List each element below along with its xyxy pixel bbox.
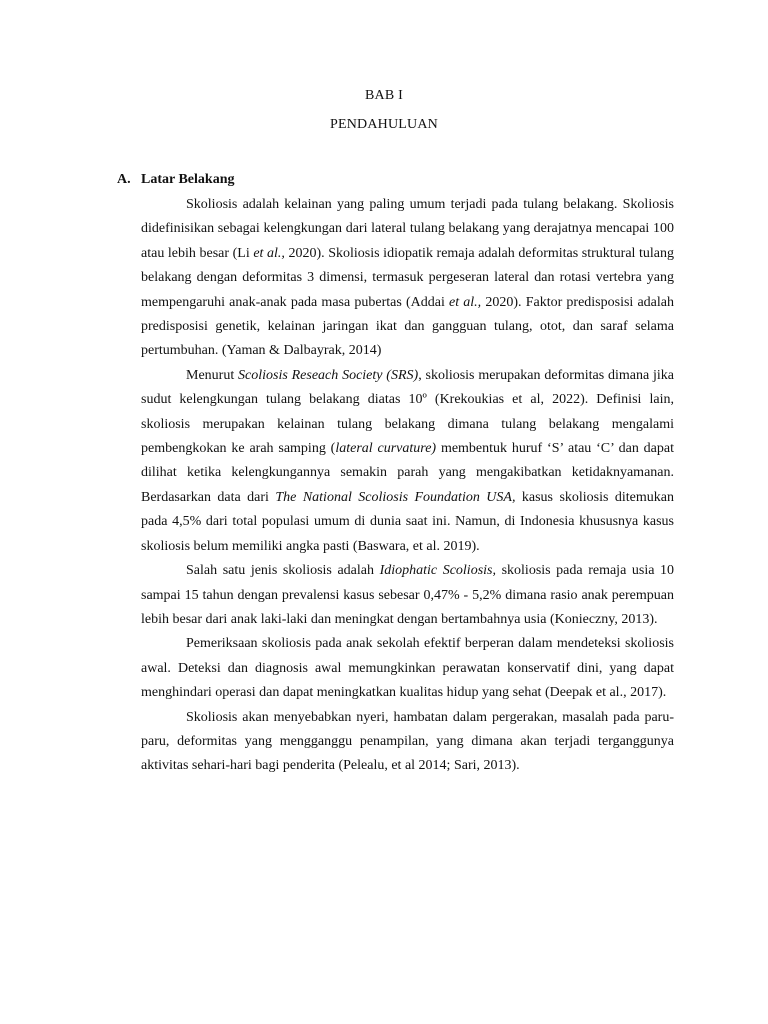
text-run: Menurut (186, 367, 239, 383)
text-run: 2020). Faktor predisposisi adalah predisposisi genetik, kelainan jaringan ikat dan gangguan tulang, otot, dan saraf selama pertumbuhan. (Yaman & Dalbayrak, 2014) (141, 294, 674, 359)
paragraph (141, 559, 674, 632)
text-run: 2020). Skoliosis idiopatik remaja adalah deformitas struktural tulang belakang dengan deformitas 3 dimensi, termasuk pergeseran lateral dan rotasi vertebra yang mempengaruhi anak-anak pada masa pubertas (Addai (141, 245, 675, 310)
text-run: Skoliosis adalah kelainan yang paling umum terjadi pada tulang belakang. Skoliosis didefinisikan sebagai kelengkungan dari lateral tulang belakang yang derajatnya mencapai 100 atau lebih besar (Li (141, 197, 674, 261)
section-heading (117, 172, 234, 188)
italic-run: Idiophatic Scoliosis, (379, 563, 496, 579)
body-text (141, 193, 674, 779)
text-run: kasus skoliosis ditemukan pada 4,5% dari total populasi umum di dunia saat ini. Namun, di Indonesia khususnya kasus skoliosis belum memiliki angka pasti (Baswara, et al. 2019). (141, 489, 675, 554)
italic-run: et al., (449, 294, 482, 310)
italic-run: et al., (253, 245, 285, 261)
italic-run: The National Scoliosis Foundation USA, (275, 489, 516, 505)
text-run: , skoliosis merupakan deformitas dimana jika sudut kelengkungan tulang belakang diatas 10º (Krekoukias et al, 2022). Definisi lain, skoliosis merupakan kelainan tulang belakang dimana tulang belakang mengalami pembengkokan ke arah samping ( (141, 367, 675, 457)
section-title: Latar Belakang (141, 172, 235, 187)
section-number: A. (117, 172, 131, 187)
text-run: Pemeriksaan skoliosis pada anak sekolah efektif berperan dalam mendeteksi skoliosis awal. Deteksi dan diagnosis awal memungkinkan perawatan konservatif dini, yang dapat menghindari operasi dan dapat meningkatkan kualitas hidup yang sehat (Deepak et al., 2017). (141, 636, 674, 701)
text-run: Salah satu jenis skoliosis adalah (186, 563, 380, 579)
chapter-number: BAB I (365, 88, 403, 103)
italic-run: lateral curvature) (335, 441, 437, 457)
italic-run: Scoliosis Reseach Society (SRS) (238, 367, 419, 383)
chapter-title: PENDAHULUAN (330, 117, 438, 132)
paragraph (141, 193, 674, 364)
paragraph (141, 706, 674, 779)
text-run: Skoliosis akan menyebabkan nyeri, hambatan dalam pergerakan, masalah pada paru-paru, deformitas yang mengganggu penampilan, yang dimana akan terjadi terganggunya aktivitas sehari-hari bagi penderita (Pelealu, et al 2014; Sari, 2013). (141, 709, 674, 774)
paragraph (141, 632, 674, 705)
text-run: skoliosis pada remaja usia 10 sampai 15 tahun dengan prevalensi kasus sebesar 0,47% - 5,2% dimana rasio anak perempuan lebih besar dari anak laki-laki dan meningkat dengan bertambahnya usia (Konieczny, 2013). (141, 563, 675, 627)
paragraph (141, 364, 674, 559)
text-run: membentuk huruf ‘S’ atau ‘C’ dan dapat dilihat ketika kelengkungannya semakin parah yang mengakibatkan ketidaknyamanan. Berdasarkan data dari (141, 441, 674, 505)
